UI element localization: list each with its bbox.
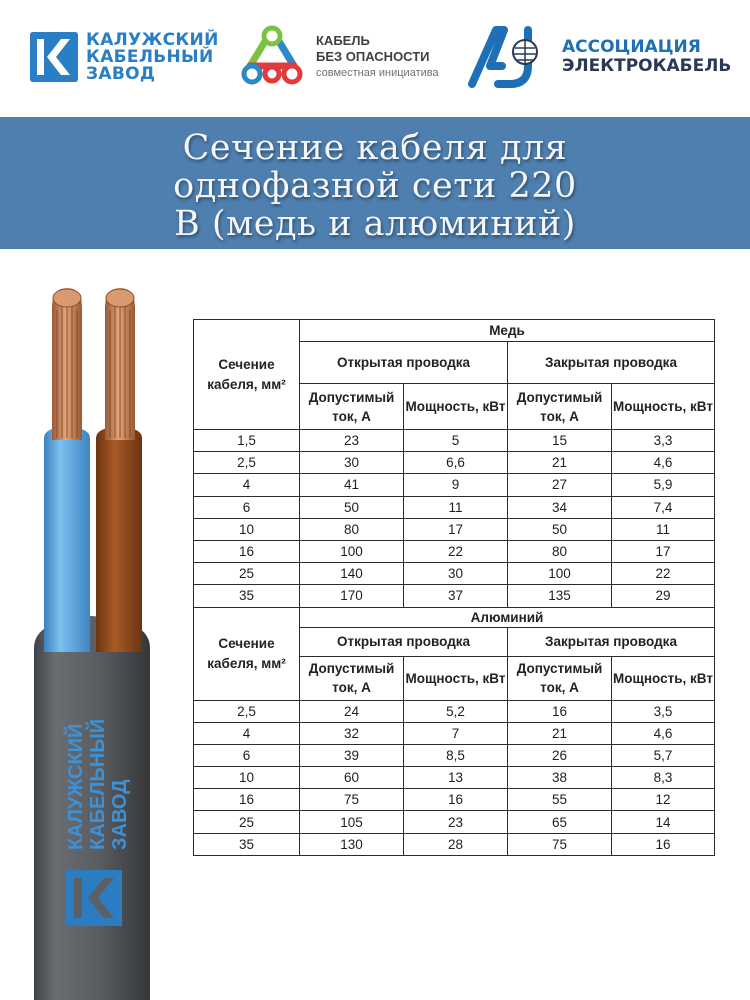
kkz-logo	[30, 22, 219, 92]
copper-cell-section: 2,5	[194, 452, 300, 474]
copper-cell-open-power: 9	[404, 474, 508, 496]
copper-cell-open-current: 23	[300, 430, 404, 452]
aluminium-cell-open-current: 130	[300, 833, 404, 855]
cable-core-brown	[96, 426, 142, 652]
table-row	[194, 722, 715, 744]
copper-closed-power: Мощность, кВт	[612, 384, 715, 430]
page-title-line-2: однофазной сети 220	[173, 166, 577, 206]
aluminium-cell-open-power: 8,5	[404, 744, 508, 766]
aluminium-cell-section: 4	[194, 722, 300, 744]
copper-title: Медь	[300, 320, 715, 342]
table-row	[194, 767, 715, 789]
copper-cell-closed-current: 135	[508, 585, 612, 607]
aluminium-cell-closed-current: 55	[508, 789, 612, 811]
kbo-logo	[240, 22, 439, 92]
table-row	[194, 518, 715, 540]
cable-section-table	[193, 319, 715, 856]
copper-cell-open-power: 11	[404, 496, 508, 518]
kbo-logo-line-1: КАБЕЛЬ	[316, 33, 370, 48]
copper-open-power: Мощность, кВт	[404, 384, 508, 430]
table-row	[194, 496, 715, 518]
copper-cell-closed-current: 34	[508, 496, 612, 518]
aluminium-cell-closed-power: 3,5	[612, 700, 715, 722]
ae-monogram-icon	[468, 26, 556, 88]
aluminium-cell-closed-power: 12	[612, 789, 715, 811]
copper-cell-section: 16	[194, 540, 300, 562]
cable-illustration	[30, 280, 180, 1000]
copper-cell-open-power: 22	[404, 540, 508, 562]
cable-print-line-3: ЗАВОД	[109, 779, 131, 850]
page-title	[0, 129, 750, 243]
copper-cell-open-current: 41	[300, 474, 404, 496]
copper-cell-open-power: 17	[404, 518, 508, 540]
aluminium-cell-section: 6	[194, 744, 300, 766]
copper-cell-closed-current: 21	[508, 452, 612, 474]
aluminium-cell-closed-current: 21	[508, 722, 612, 744]
ae-logo-line-2: ЭЛЕКТРОКАБЕЛЬ	[562, 56, 732, 76]
aluminium-cell-closed-current: 75	[508, 833, 612, 855]
table-row	[194, 540, 715, 562]
aluminium-cell-closed-power: 8,3	[612, 767, 715, 789]
copper-cell-open-current: 170	[300, 585, 404, 607]
aluminium-open-current: Допустимый ток, А	[300, 656, 404, 700]
copper-cell-closed-current: 50	[508, 518, 612, 540]
copper-cell-open-current: 100	[300, 540, 404, 562]
cable-print-line-2: КАБЕЛЬНЫЙ	[87, 718, 109, 850]
table-row	[194, 585, 715, 607]
aluminium-cell-open-power: 23	[404, 811, 508, 833]
copper-cell-closed-power: 22	[612, 563, 715, 585]
aluminium-open-power: Мощность, кВт	[404, 656, 508, 700]
copper-cell-section: 25	[194, 563, 300, 585]
kbo-triangle-icon	[240, 24, 304, 90]
copper-closed-current: Допустимый ток, А	[508, 384, 612, 430]
aluminium-cell-open-power: 28	[404, 833, 508, 855]
table-row	[194, 833, 715, 855]
copper-cell-section: 10	[194, 518, 300, 540]
aluminium-cell-closed-power: 16	[612, 833, 715, 855]
copper-cell-section: 35	[194, 585, 300, 607]
aluminium-cell-closed-current: 38	[508, 767, 612, 789]
ae-logo-line-1: АССОЦИАЦИЯ	[562, 37, 701, 57]
cable-copper-strands-right	[105, 288, 135, 440]
kbo-logo-line-3: совместная инициатива	[316, 67, 439, 79]
aluminium-cell-closed-power: 14	[612, 811, 715, 833]
copper-cell-closed-current: 27	[508, 474, 612, 496]
table-row	[194, 744, 715, 766]
table-row	[194, 430, 715, 452]
aluminium-cell-open-current: 32	[300, 722, 404, 744]
copper-cell-open-current: 30	[300, 452, 404, 474]
title-banner	[0, 117, 750, 249]
aluminium-cell-closed-current: 16	[508, 700, 612, 722]
copper-cell-closed-power: 17	[612, 540, 715, 562]
table-row	[194, 452, 715, 474]
aluminium-open-wiring: Открытая проводка	[300, 627, 508, 656]
table-row	[194, 811, 715, 833]
copper-cell-open-power: 37	[404, 585, 508, 607]
copper-section-header: Сечение кабеля, мм²	[194, 320, 300, 430]
copper-cell-open-power: 5	[404, 430, 508, 452]
cable-print-line-1: КАЛУЖСКИЙ	[65, 723, 87, 850]
copper-cell-section: 4	[194, 474, 300, 496]
aluminium-cell-section: 35	[194, 833, 300, 855]
copper-open-wiring: Открытая проводка	[300, 342, 508, 384]
copper-cell-open-current: 80	[300, 518, 404, 540]
copper-cell-section: 1,5	[194, 430, 300, 452]
copper-cell-open-power: 6,6	[404, 452, 508, 474]
copper-cell-closed-current: 80	[508, 540, 612, 562]
aluminium-cell-section: 2,5	[194, 700, 300, 722]
copper-cell-open-current: 50	[300, 496, 404, 518]
copper-cell-closed-current: 15	[508, 430, 612, 452]
copper-cell-closed-power: 3,3	[612, 430, 715, 452]
copper-section	[194, 320, 715, 608]
copper-cell-closed-power: 7,4	[612, 496, 715, 518]
logo-bar	[0, 0, 750, 118]
kkz-logo-icon	[30, 32, 78, 82]
aluminium-cell-section: 10	[194, 767, 300, 789]
page-title-line-3: В (медь и алюминий)	[174, 204, 576, 244]
ae-logo	[468, 22, 731, 92]
table-row	[194, 563, 715, 585]
cable-core-blue	[44, 426, 90, 652]
aluminium-cell-closed-current: 26	[508, 744, 612, 766]
aluminium-cell-open-power: 7	[404, 722, 508, 744]
aluminium-section-header: Сечение кабеля, мм²	[194, 607, 300, 700]
aluminium-cell-open-current: 105	[300, 811, 404, 833]
table-row	[194, 700, 715, 722]
aluminium-cell-open-current: 39	[300, 744, 404, 766]
copper-cell-open-current: 140	[300, 563, 404, 585]
kkz-logo-line-3: ЗАВОД	[86, 63, 156, 84]
table-row	[194, 789, 715, 811]
aluminium-cell-closed-power: 4,6	[612, 722, 715, 744]
kbo-logo-line-2: БЕЗ ОПАСНОСТИ	[316, 49, 430, 64]
aluminium-cell-open-current: 60	[300, 767, 404, 789]
aluminium-cell-closed-power: 5,7	[612, 744, 715, 766]
copper-cell-closed-power: 4,6	[612, 452, 715, 474]
copper-open-current: Допустимый ток, А	[300, 384, 404, 430]
aluminium-cell-section: 25	[194, 811, 300, 833]
aluminium-cell-open-current: 75	[300, 789, 404, 811]
copper-cell-section: 6	[194, 496, 300, 518]
aluminium-closed-power: Мощность, кВт	[612, 656, 715, 700]
kkz-logo-line-2: КАБЕЛЬНЫЙ	[86, 46, 214, 67]
aluminium-section	[194, 607, 715, 855]
aluminium-cell-open-current: 24	[300, 700, 404, 722]
table-row	[194, 474, 715, 496]
aluminium-title: Алюминий	[300, 607, 715, 627]
copper-cell-closed-power: 11	[612, 518, 715, 540]
copper-cell-closed-power: 29	[612, 585, 715, 607]
copper-closed-wiring: Закрытая проводка	[508, 342, 715, 384]
kkz-logo-line-1: КАЛУЖСКИЙ	[86, 29, 219, 50]
aluminium-cell-section: 16	[194, 789, 300, 811]
aluminium-cell-open-power: 16	[404, 789, 508, 811]
aluminium-cell-open-power: 5,2	[404, 700, 508, 722]
aluminium-cell-closed-current: 65	[508, 811, 612, 833]
aluminium-closed-current: Допустимый ток, А	[508, 656, 612, 700]
page-title-line-1: Сечение кабеля для	[182, 128, 568, 168]
aluminium-closed-wiring: Закрытая проводка	[508, 627, 715, 656]
copper-cell-open-power: 30	[404, 563, 508, 585]
cable-print-logo-icon	[66, 870, 122, 926]
copper-cell-closed-power: 5,9	[612, 474, 715, 496]
aluminium-cell-open-power: 13	[404, 767, 508, 789]
copper-cell-closed-current: 100	[508, 563, 612, 585]
cable-copper-strands-left	[52, 288, 82, 440]
